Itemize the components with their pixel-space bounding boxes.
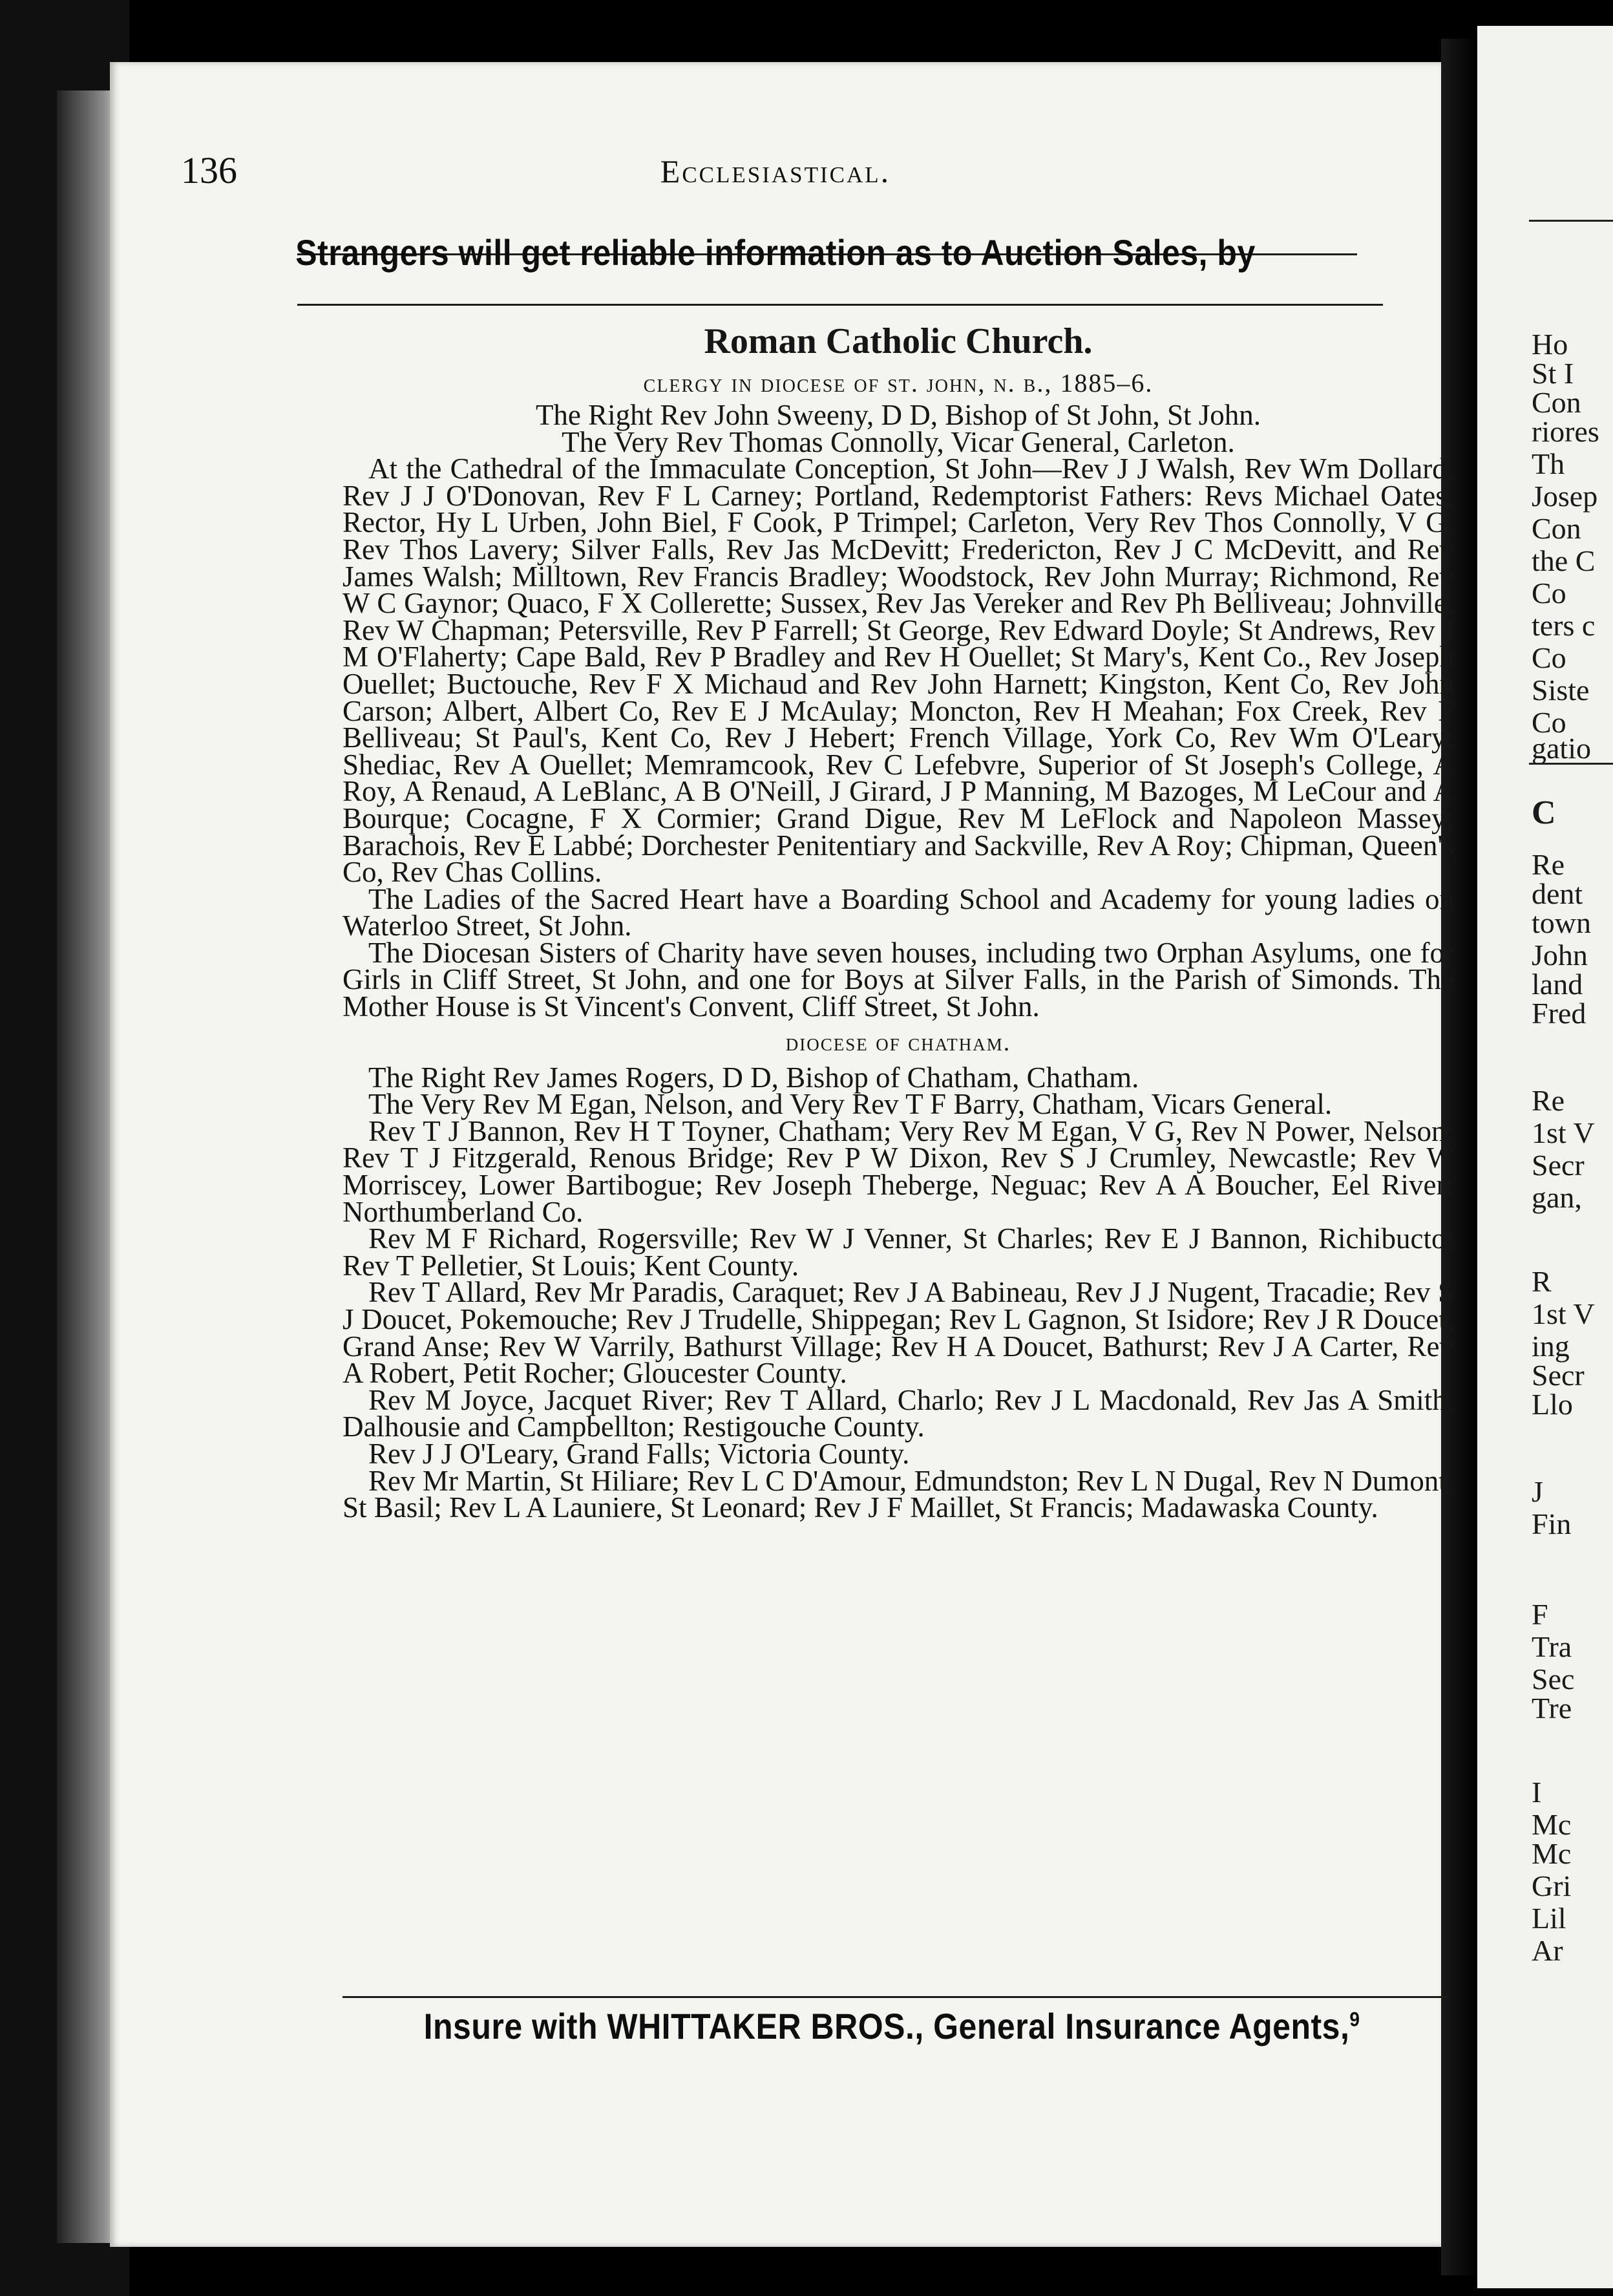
- bottom-ad-text: Insure with WHITTAKER BROS., General Insurance Agents,: [423, 2006, 1350, 2047]
- facing-page-fragment: Re: [1532, 1084, 1565, 1117]
- facing-page-fragment: Th: [1532, 447, 1565, 480]
- facing-page-fragment: Llo: [1532, 1388, 1573, 1421]
- facing-page-fragment: 1st V: [1532, 1297, 1595, 1330]
- facing-page-fragment: Fred: [1532, 997, 1587, 1030]
- facing-page-fragment: Josep: [1532, 480, 1598, 513]
- top-advertisement: Strangers will get reliable information as to Auction Sales, by: [295, 232, 1256, 273]
- facing-page-fragment: Sec: [1532, 1663, 1575, 1695]
- facing-page-fragment: Lil: [1532, 1902, 1566, 1935]
- facing-page-fragment: Ho: [1532, 328, 1568, 361]
- chatham-paragraph: Rev T J Bannon, Rev H T Toyner, Chatham; Very Rev M Egan, V G, Rev N Power, Nelson; Rev T J Fitzgerald, Renous Bridge; Rev P W Dixon, Rev S J Crumley, Newcastle; Rev W Morriscey, Lower Bartibogue; Rev Joseph Theberge, Neguac; Rev A A Boucher, Eel River; Northumberland Co.: [343, 1114, 1454, 1228]
- facing-page-fragment: ing: [1532, 1330, 1570, 1363]
- chatham-paragraph: Rev T Allard, Rev Mr Paradis, Caraquet; Rev J A Babineau, Rev J J Nugent, Tracadie; Rev S J Doucet, Pokemouche; Rev J Trudelle, Shippegan; Rev L Gagnon, St Isidore; Rev J R Doucet, Grand Anse; Rev W Varrily, Bathurst Village; Rev H A Doucet, Bathurst; Rev J A Carter, Rev A Robert, Petit Rocher; Gloucester County.: [343, 1276, 1454, 1390]
- facing-page-fragment: C: [1532, 794, 1556, 831]
- facing-page-rule: [1529, 763, 1613, 765]
- facing-page-fragment: Mc: [1532, 1837, 1572, 1870]
- facing-page-fragment: Fin: [1532, 1507, 1572, 1540]
- chatham-paragraph: Rev Mr Martin, St Hiliare; Rev L C D'Amour, Edmundston; Rev L N Dugal, Rev N Dumont, St Basil; Rev L A Launiere, St Leonard; Rev J F Maillet, St Francis; Madawaska County.: [343, 1464, 1454, 1524]
- page-header: [181, 149, 1370, 200]
- facing-page-fragment: Con: [1532, 512, 1581, 545]
- paragraph-sisters-of-charity: The Diocesan Sisters of Charity have seven houses, including two Orphan Asylums, one for Girls in Cliff Street, St John, and one for Boys at Silver Falls, in the Parish of Simonds. The Mother House is St Vincent's Convent, Cliff Street, St John.: [343, 936, 1454, 1023]
- facing-page-fragment: R: [1532, 1265, 1552, 1298]
- chatham-paragraph: The Right Rev James Rogers, D D, Bishop of Chatham, Chatham.: [368, 1061, 1139, 1094]
- paragraph-sacred-heart: The Ladies of the Sacred Heart have a Boarding School and Academy for young ladies on Waterloo Street, St John.: [343, 882, 1454, 942]
- clergy-heading-text: clergy in diocese of st. john, n. b.,: [643, 368, 1053, 398]
- ad-rule-bottom: [297, 304, 1383, 306]
- chatham-heading: diocese of chatham.: [785, 1028, 1011, 1056]
- facing-page-fragment: gatio: [1532, 732, 1591, 765]
- footer-rule: [343, 1996, 1448, 1998]
- facing-page-fragment: Gri: [1532, 1869, 1572, 1902]
- facing-page-fragment: Mc: [1532, 1808, 1572, 1841]
- facing-page-fragment: Secr: [1532, 1149, 1585, 1182]
- chatham-paragraph: Rev M F Richard, Rogersville; Rev W J Venner, St Charles; Rev E J Bannon, Richibucto; Rev T Pelletier, St Louis; Kent County.: [343, 1222, 1454, 1282]
- book-edge: [57, 90, 115, 2243]
- clergy-heading-year: 1885–6.: [1060, 368, 1154, 398]
- facing-page-fragment: F: [1532, 1598, 1548, 1631]
- page-body: [343, 323, 1454, 1522]
- facing-page-fragment: Secr: [1532, 1359, 1585, 1392]
- chatham-paragraph: The Very Rev M Egan, Nelson, and Very Rev T F Barry, Chatham, Vicars General.: [368, 1088, 1333, 1121]
- bottom-ad-mark: 9: [1349, 2008, 1360, 2030]
- facing-page-fragment: Con: [1532, 386, 1581, 419]
- facing-page-fragment: Siste: [1532, 674, 1590, 707]
- facing-page-fragment: the C: [1532, 544, 1596, 577]
- facing-page-fragment: Tre: [1532, 1692, 1572, 1725]
- facing-page-fragment: town: [1532, 906, 1591, 939]
- facing-page-fragment: Tra: [1532, 1630, 1572, 1663]
- facing-page-fragment: I: [1532, 1776, 1542, 1809]
- facing-page-fragment: Co: [1532, 641, 1566, 674]
- facing-page-fragment: Re: [1532, 848, 1565, 881]
- facing-page-rule: [1529, 220, 1613, 222]
- facing-page-fragment: 1st V: [1532, 1116, 1595, 1149]
- paragraph-bishop: The Right Rev John Sweeny, D D, Bishop of St John, St John.: [535, 399, 1261, 431]
- facing-page-fragment: Ar: [1532, 1934, 1563, 1967]
- facing-page-fragment: St I: [1532, 357, 1574, 390]
- page-number: 136: [181, 149, 237, 191]
- facing-page-fragment: J: [1532, 1475, 1543, 1508]
- bottom-advertisement: [343, 2006, 1441, 2048]
- facing-page-fragment: Co: [1532, 577, 1566, 610]
- clergy-heading: [343, 368, 1454, 398]
- facing-page-fragment: riores: [1532, 415, 1599, 448]
- section-title: Roman Catholic Church.: [704, 321, 1093, 361]
- chatham-paragraph: Rev M Joyce, Jacquet River; Rev T Allard, Charlo; Rev J L Macdonald, Rev Jas A Smith, Dalhousie and Campbellton; Restigouche County.: [343, 1383, 1454, 1443]
- paragraph-clergy-list: At the Cathedral of the Immaculate Conception, St John—Rev J J Walsh, Rev Wm Dollard, Rev J J O'Donovan, Rev F L Carney; Portland, Redemptorist Fathers: Revs Michael Oates, Rector, Hy L Urben, John Biel, F Cook, P Trimpel; Carleton, Very Rev Thos Connolly, V G, Rev Thos Lavery; Silver Falls, Rev Jas McDevitt; Fredericton, Rev J C McDevitt, and Rev James Walsh; Milltown, Rev Francis Bradley; Woodstock, Rev John Murray; Richmond, Rev W C Gaynor; Quaco, F X Collerette; Sussex, Rev Jas Vereker and Rev Ph Belliveau; Johnville, Rev W Chapman; Petersville, Rev P Farrell; St George, Rev Edward Doyle; St Andrews, Rev J M O'Flaherty; Cape Bald, Rev P Bradley and Rev H Ouellet; St Mary's, Kent Co., Rev Joseph Ouellet; Buctouche, Rev F X Michaud and Rev John Harnett; Kingston, Kent Co, Rev John Carson; Albert, Albert Co, Rev E J McAulay; Moncton, Rev H Meahan; Fox Creek, Rev F Belliveau; St Paul's, Kent Co, Rev J Hebert; French Village, York Co, Rev Wm O'Leary; Shediac, Rev A Ouellet; Memramcook, Rev C Lefebvre, Superior of St Joseph's College, A Roy, A Renaud, A LeBlanc, A B O'Neill, J Girard, J P Manning, M Bazoges, M LeCour and A Bourque; Cocagne, F X Cormier; Grand Digue, Rev M LeFlock and Napoleon Massey; Barachois, Rev E Labbé; Dorchester Penitentiary and Sackville, Rev A Roy; Chipman, Queen's Co, Rev Chas Collins.: [343, 452, 1454, 889]
- facing-page-fragment: ters c: [1532, 609, 1596, 642]
- facing-page-fragment: gan,: [1532, 1181, 1582, 1214]
- paragraph-vicar: The Very Rev Thomas Connolly, Vicar General, Carleton.: [562, 425, 1235, 458]
- running-head: Ecclesiastical.: [660, 153, 891, 189]
- facing-page: [1477, 26, 1613, 2288]
- facing-page-fragment: John: [1532, 939, 1588, 972]
- chatham-paragraph: Rev J J O'Leary, Grand Falls; Victoria County.: [368, 1437, 910, 1470]
- facing-page-fragment: dent: [1532, 877, 1583, 910]
- facing-page-fragment: land: [1532, 968, 1583, 1001]
- facing-page-fragment: Co: [1532, 706, 1566, 739]
